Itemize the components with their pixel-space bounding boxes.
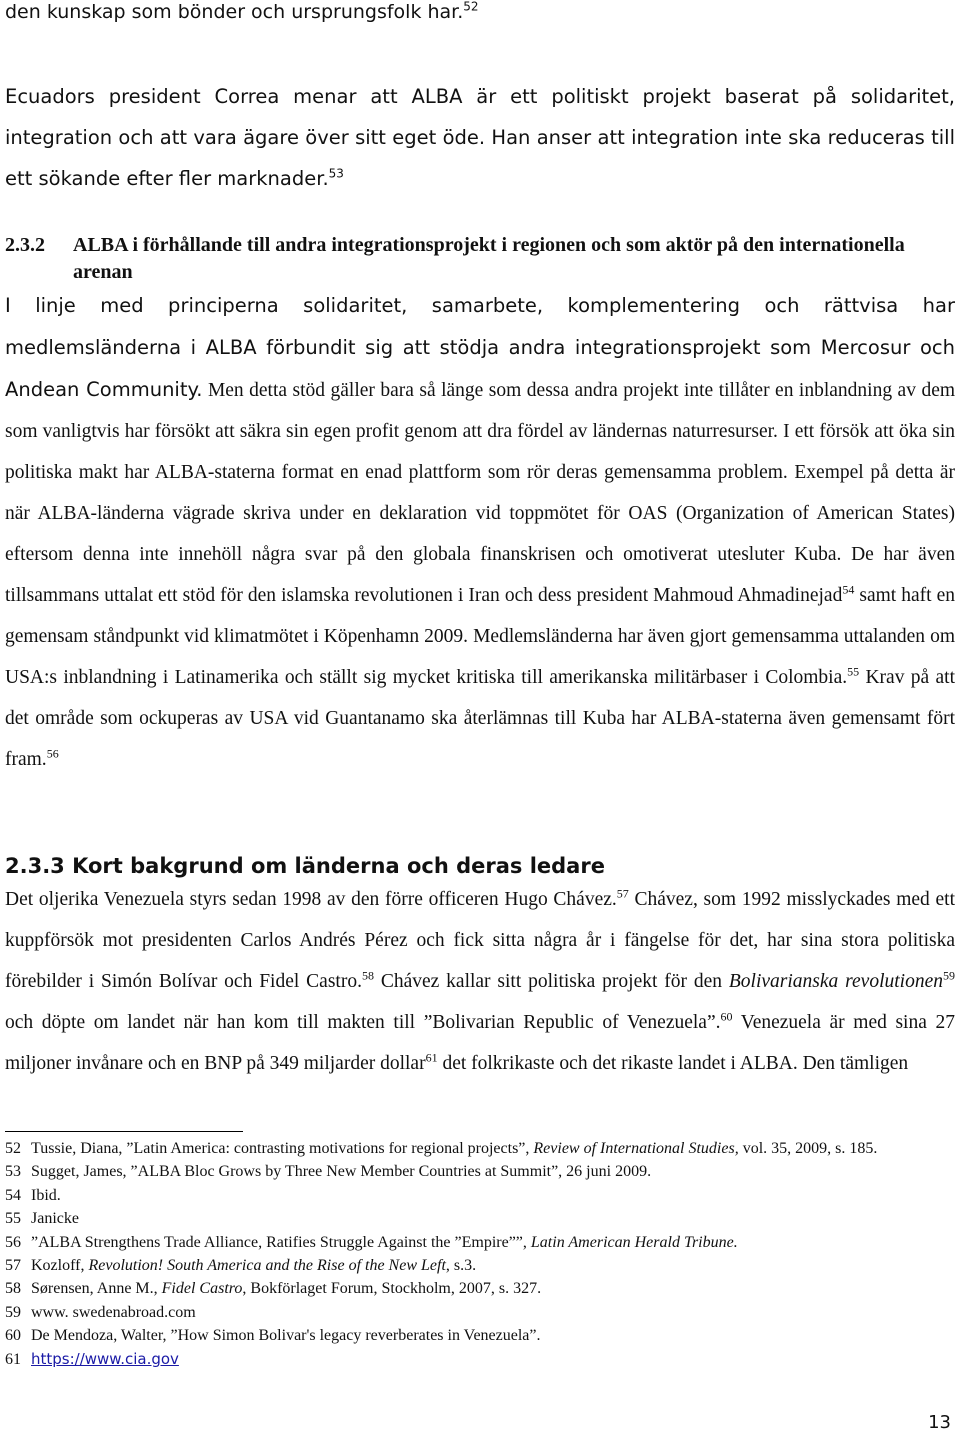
footnote-item: 60 De Mendoza, Walter, ”How Simon Bolivar's legacy reverberates in Venezuela”. <box>5 1327 541 1345</box>
section-title: ALBA i förhållande till andra integrationsprojekt i regionen och som aktör på den internationella arenan <box>73 234 905 283</box>
paragraph-alba-relations: I linje med principerna solidaritet, samarbete, komplementering och rättvisa har medlemsländerna i ALBA förbundit sig att stödja andra integrationsprojekt som Mercosur och Andean Community. Men detta stöd gäller bara så länge som dessa andra projekt inte tillåter en inblandning av dem som vanligtvis har försökt att säkra sin egen profit genom att dra fördel av ländernas naturresurser. I ett försök att öka sin politiska makt har ALBA-staterna format en enad plattform som rör deras gemensamma problem. Exempel på detta är när ALBA-länderna vägrade skriva under en deklaration vid toppmötet för OAS (Organization of American States) eftersom denna inte innehöll några svar på den globala finanskrisen och omotiverat utesluter Kuba. De har även tillsammans uttalat ett stöd för den islamska revolutionen i Iran och dess president Mahmoud Ahmadinejad$^{54}$ samt haft en gemensam ståndpunkt vid klimatmötet i Köpenhamn 2009. Medlemsländerna har även gjort gemensamma uttalanden om USA:s inblandning i Latinamerika och ställt sig mycket kritiska till amerikanska militärbaser i Colombia.$^{55}$ Krav på att det område som ockuperas av USA vid Guantanamo ska återlämnas till Kuba har ALBA-staterna även gemensamt fört fram.$^{56}$ <box>5 294 956 770</box>
footnote-item: 61 https://www.cia.gov <box>5 1349 179 1368</box>
paragraph-venezuela: Det oljerika Venezuela styrs sedan 1998 av den förre officeren Hugo Chávez.$^{57}$ Chávez, som 1992 misslyckades med ett kuppförsök mot presidenten Carlos Andrés Pérez och fick sitta några år i fängelse för det, har sina stora politiska förebilder i Simón Bolívar och Fidel Castro.$^{58}$ Chávez kallar sitt politiska projekt för den Bolivarianska revolutionen$^{59}$ och döpte om landet när han kom till makten till ”Bolivarian Republic of Venezuela”.$^{60}$ Venezuela är med sina 27 miljoner invånare och en BNP på 349 miljarder dollar$^{61}$ det folkrikaste och det rikaste landet i ALBA. Den tämligen <box>5 886 956 1074</box>
paragraph-correa: Ecuadors president Correa menar att ALBA är ett politiskt projekt baserat på solidaritet, integration och att vara ägare över sitt eget öde. Han anser att integration inte ska reduceras till ett sökande efter fler marknader.$^{53}$ <box>5 85 955 190</box>
footnote-separator <box>5 1131 243 1132</box>
footnote-link-cia[interactable]: https://www.cia.gov <box>31 1349 179 1368</box>
footnote-item: 53 Sugget, James, ”ALBA Bloc Grows by Three New Member Countries at Summit”, 26 juni 2009. <box>5 1163 652 1181</box>
footnote-ref-59[interactable]: 59 <box>943 968 955 983</box>
footnote-ref-52[interactable]: 52 <box>463 0 479 14</box>
paragraph-intro-fragment: den kunskap som bönder och ursprungsfolk har.$^{52}$ <box>5 0 479 23</box>
page-number: 13 <box>928 1412 951 1433</box>
footnote-item: 55 Janicke <box>5 1210 79 1228</box>
footnote-item: 56 ”ALBA Strengthens Trade Alliance, Ratifies Struggle Against the ”Empire””, Latin American Herald Tribune. <box>5 1233 738 1251</box>
footnote-ref-55[interactable]: 55 <box>847 664 860 679</box>
footnote-item: 54 Ibid. <box>5 1186 61 1204</box>
section-heading-2-3-2 <box>5 232 955 286</box>
footnote-item: 59 www. swedenabroad.com <box>5 1303 196 1321</box>
footnote-item: 58 Sørensen, Anne M., Fidel Castro, Bokförlaget Forum, Stockholm, 2007, s. 327. <box>5 1280 542 1298</box>
footnote-ref-61[interactable]: 61 <box>425 1050 438 1065</box>
footnote-item: 57 Kozloff, Revolution! South America and the Rise of the New Left, s.3. <box>5 1257 477 1275</box>
footnote-ref-53[interactable]: 53 <box>328 166 344 181</box>
footnote-ref-58[interactable]: 58 <box>361 968 374 983</box>
section-number: 2.3.2 <box>5 234 45 256</box>
footnote-item: 52 Tussie, Diana, ”Latin America: contrasting motivations for regional projects”, Review of International Studies, vol. 35, 2009, s. 185. <box>5 1140 878 1157</box>
footnote-ref-60[interactable]: 60 <box>720 1009 733 1024</box>
footnote-ref-56[interactable]: 56 <box>46 746 59 761</box>
footnotes-list <box>5 1137 955 1371</box>
footnote-ref-57[interactable]: 57 <box>616 886 629 901</box>
section-heading-2-3-3: 2.3.3 Kort bakgrund om länderna och deras ledare <box>5 854 605 878</box>
footnote-ref-54[interactable]: 54 <box>842 582 855 597</box>
